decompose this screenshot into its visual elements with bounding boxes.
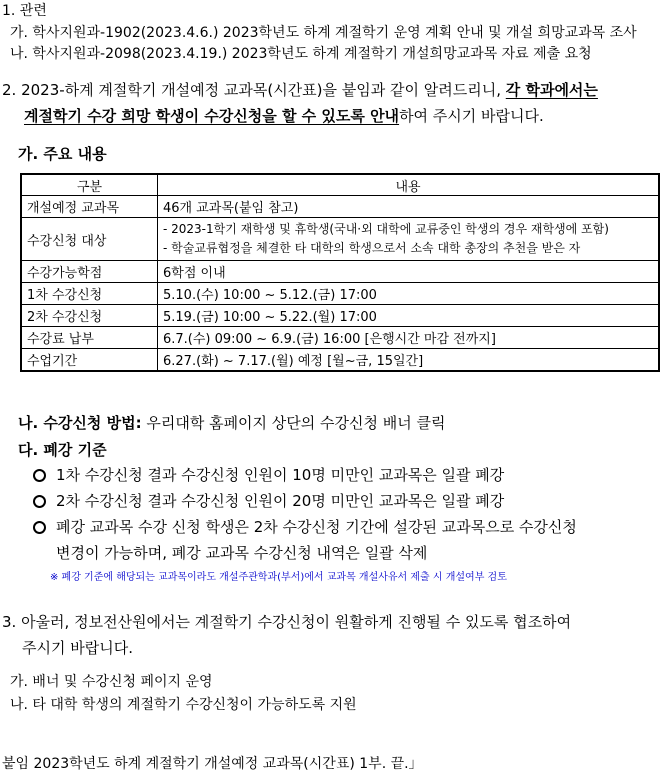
registration-method [18, 413, 446, 433]
bullet-circle-icon [33, 469, 46, 482]
section3-line2: 주시기 바랍니다. [22, 639, 133, 657]
registration-method-text: 우리대학 홈페이지 상단의 수강신청 배너 클릭 [141, 414, 446, 432]
section3-line1: 3. 아울러, 정보전산원에서는 계절학기 수강신청이 원활하게 진행될 수 있도록 협조하여 [2, 613, 572, 631]
section2-line1 [2, 80, 598, 100]
row-label: 수강신청 대상 [21, 218, 158, 261]
row-label: 2차 수강신청 [21, 305, 158, 327]
row-label: 1차 수강신청 [21, 283, 158, 305]
main-content-title: 가. 주요 내용 [18, 145, 107, 163]
table-row [21, 349, 659, 372]
table-header-row [21, 174, 659, 196]
row-value-line: - 학술교류협정을 체결한 타 대학의 학생으로서 소속 대학 총장의 추천을 받은 자 [163, 241, 581, 255]
table-row [21, 218, 659, 261]
table-header-category: 구분 [21, 174, 158, 196]
main-content-table [20, 173, 660, 372]
section3-item-ga: 가. 배너 및 수강신청 페이지 운영 [10, 674, 213, 690]
row-value: 5.19.(금) 10:00 ~ 5.22.(월) 17:00 [158, 305, 660, 327]
section2-line1-text: 2. 2023-하계 계절학기 개설예정 교과목(시간표)을 붙임과 같이 알려드리니, [2, 81, 506, 99]
cancellation-note: ※ 폐강 기준에 해당되는 교과목이라도 개설주관학과(부서)에서 교과목 개설사유서 제출 시 개설여부 검토 [50, 572, 507, 583]
row-value: 6.7.(수) 09:00 ~ 6.9.(금) 16:00 [은행시간 마감 전까지] [158, 327, 660, 349]
section3-item-na: 나. 타 대학 학생의 계절학기 수강신청이 가능하도록 지원 [10, 697, 357, 713]
section2-line2-emphasis: 계절학기 수강 희망 학생이 수강신청을 할 수 있도록 안내 [24, 107, 400, 125]
section1-item-ga: 가. 학사지원과-1902(2023.4.6.) 2023학년도 하계 계절학기 운영 계획 안내 및 개설 희망교과목 조사 [10, 25, 637, 41]
table-row [21, 305, 659, 327]
table-row [21, 327, 659, 349]
row-value: 46개 교과목(붙임 참고) [158, 196, 660, 218]
bullet-circle-icon [33, 495, 46, 508]
attachment-line: 붙임 2023학년도 하계 계절학기 개설예정 교과목(시간표) 1부. 끝.」 [2, 756, 423, 772]
row-label: 수업기간 [21, 349, 158, 372]
cancellation-title: 다. 폐강 기준 [18, 441, 107, 459]
section2-line1-emphasis: 각 학과에서는 [505, 81, 598, 99]
table-header-content: 내용 [158, 174, 660, 196]
row-label: 수강료 납부 [21, 327, 158, 349]
cancellation-rule-3-cont: 변경이 가능하며, 폐강 교과목 수강신청 내역은 일괄 삭제 [56, 544, 428, 562]
cancellation-rule-3: 폐강 교과목 수강 신청 학생은 2차 수강신청 기간에 설강된 교과목으로 수강신청 [56, 518, 577, 536]
row-value-line: - 2023-1학기 재학생 및 휴학생(국내·외 대학에 교류중인 학생의 경우 재학생에 포함) [163, 222, 609, 236]
row-label: 수강가능학점 [21, 261, 158, 283]
section2-line2-text: 하여 주시기 바랍니다. [399, 107, 544, 125]
row-value: 6.27.(화) ~ 7.17.(월) 예정 [월~금, 15일간] [158, 349, 660, 372]
row-label: 개설예정 교과목 [21, 196, 158, 218]
registration-method-label: 나. 수강신청 방법: [18, 414, 142, 432]
table-row [21, 196, 659, 218]
bullet-circle-icon [33, 521, 46, 534]
section2-line2 [24, 106, 544, 126]
row-value: 5.10.(수) 10:00 ~ 5.12.(금) 17:00 [158, 283, 660, 305]
section1-item-na: 나. 학사지원과-2098(2023.4.19.) 2023학년도 하계 계절학기 개설희망교과목 자료 제출 요청 [10, 46, 592, 62]
cancellation-rule-1: 1차 수강신청 결과 수강신청 인원이 10명 미만인 교과목은 일괄 폐강 [56, 466, 505, 484]
cancellation-rule-2: 2차 수강신청 결과 수강신청 인원이 20명 미만인 교과목은 일괄 폐강 [56, 492, 505, 510]
row-value [158, 218, 660, 261]
row-value: 6학점 이내 [158, 261, 660, 283]
table-row [21, 261, 659, 283]
table-row [21, 283, 659, 305]
section1-title: 1. 관련 [2, 3, 47, 19]
